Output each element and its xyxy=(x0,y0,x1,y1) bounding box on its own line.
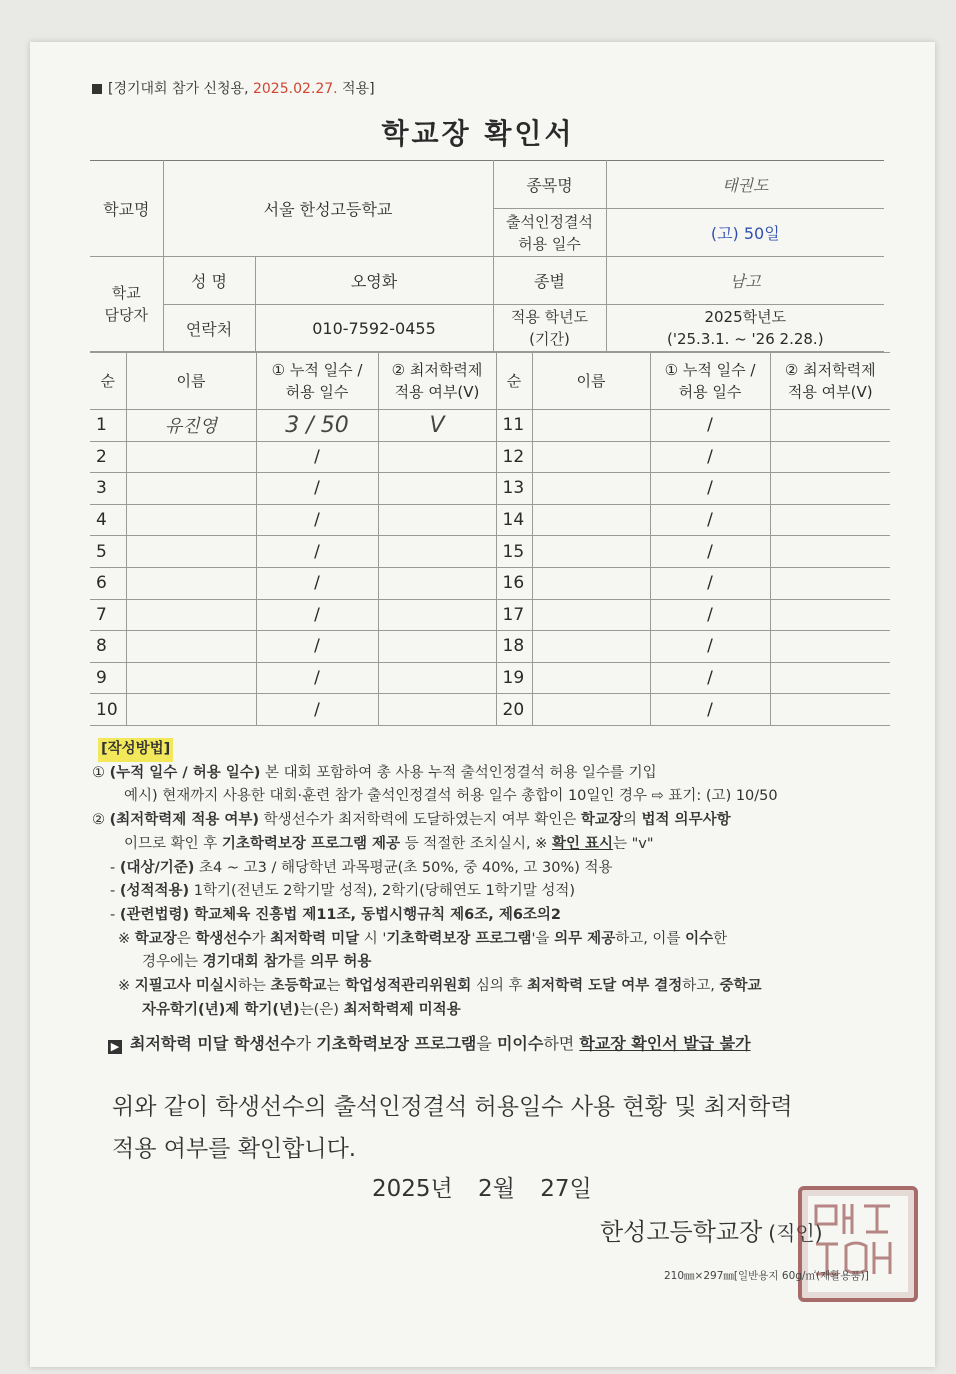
arrow-right-icon: ▶ xyxy=(108,1040,122,1054)
applied-check xyxy=(770,567,890,599)
instruction-text: 를 xyxy=(291,954,311,971)
instruction-text: 는 xyxy=(326,978,346,995)
warning-emph: 최저학력 미달 학생선수 xyxy=(130,1034,296,1054)
warning-emph: 기초학력보장 프로그램 xyxy=(316,1034,477,1054)
student-name xyxy=(126,662,256,694)
issue-date: 2025년 2월 27일 xyxy=(372,1176,592,1202)
instruction-text: 하고, xyxy=(682,978,720,995)
instruction-line xyxy=(92,928,902,952)
note-mark: ※ xyxy=(118,978,135,995)
instruction-text: 본 대회 포함하여 총 사용 누적 출석인정결석 허용 일수를 기입 xyxy=(260,764,657,781)
instruction-emph: 최저학력제 미적용 xyxy=(343,1001,461,1018)
student-name xyxy=(532,441,650,473)
statement-line-2: 적용 여부를 확인합니다. xyxy=(112,1136,357,1162)
event-label: 종목명 xyxy=(493,161,606,209)
year-value-1: 2025학년도 xyxy=(704,308,787,326)
days-used: / xyxy=(650,567,770,599)
row-no: 4 xyxy=(90,504,126,536)
table-row xyxy=(90,694,890,726)
instruction-emph: 경기대회 참가 xyxy=(202,954,292,971)
student-name xyxy=(126,473,256,505)
instruction-emph: 자유학기(년)제 학기(년) xyxy=(142,1001,300,1018)
warning-line xyxy=(92,1032,902,1056)
instruction-text: 초4 ~ 고3 / 해당학년 과목평균(초 50%, 중 40%, 고 30%) 적용 xyxy=(194,859,613,876)
days-used: 3 / 50 xyxy=(256,410,378,442)
staff-label xyxy=(90,257,163,352)
phone-label: 연락처 xyxy=(163,305,255,352)
warning-text: 가 xyxy=(295,1034,317,1054)
instruction-emph: 의무 허용 xyxy=(310,954,372,971)
instruction-emph: 기초학력보장 프로그램 xyxy=(386,930,532,947)
table-row xyxy=(90,410,890,442)
form-note xyxy=(92,78,375,98)
student-name xyxy=(126,536,256,568)
instruction-text: 의 xyxy=(622,812,642,829)
instruction-line xyxy=(92,880,902,904)
gender-label: 종별 xyxy=(493,257,606,305)
event-value: 태권도 xyxy=(606,161,884,209)
allowed-days-label-2: 허용 일수 xyxy=(518,234,581,253)
instruction-term: (최저학력제 적용 여부) xyxy=(109,812,260,829)
instruction-emph: 확인 표시 xyxy=(551,835,614,852)
signature-line xyxy=(600,1212,823,1247)
row-no: 20 xyxy=(496,694,532,726)
applied-check: V xyxy=(378,410,496,442)
table-row xyxy=(90,631,890,663)
applied-check xyxy=(770,504,890,536)
staff-label-2: 담당자 xyxy=(104,306,148,324)
instruction-text: 경우에는 xyxy=(142,954,203,971)
instruction-term: (성적적용) xyxy=(119,883,190,900)
header-days-right-1: ① 누적 일수 / xyxy=(664,361,756,379)
table-row xyxy=(90,599,890,631)
note-date: 2025.02.27. xyxy=(252,81,338,97)
staff-label-1: 학교 xyxy=(111,284,141,302)
applied-check xyxy=(378,504,496,536)
header-applied-left-1: ② 최저학력제 xyxy=(391,361,483,379)
applied-check xyxy=(378,536,496,568)
instruction-line xyxy=(92,999,902,1023)
student-name xyxy=(126,694,256,726)
row-no: 11 xyxy=(496,410,532,442)
note-mark: ※ xyxy=(118,930,135,947)
applied-check xyxy=(378,662,496,694)
student-name xyxy=(126,504,256,536)
days-used: / xyxy=(256,694,378,726)
days-used: / xyxy=(256,473,378,505)
applied-check xyxy=(770,662,890,694)
header-applied-right xyxy=(770,353,890,410)
seal-label: (직인) xyxy=(768,1221,823,1245)
instruction-emph: 학생선수 xyxy=(195,930,252,947)
warning-emph: 학교장 확인서 발급 불가 xyxy=(579,1034,751,1054)
row-no: 18 xyxy=(496,631,532,663)
note-prefix: [경기대회 참가 신청용, xyxy=(108,81,249,97)
instructions-title: [작성방법] xyxy=(98,738,173,762)
instruction-emph: 이수 xyxy=(685,930,714,947)
instruction-emph: 의무 제공 xyxy=(554,930,616,947)
instruction-emph: 학교장 xyxy=(580,812,623,829)
table-row xyxy=(90,504,890,536)
row-no: 3 xyxy=(90,473,126,505)
applied-check xyxy=(770,441,890,473)
phone-value: 010-7592-0455 xyxy=(255,305,493,352)
applied-check xyxy=(378,631,496,663)
applied-check xyxy=(770,631,890,663)
instruction-emph: 중학교 xyxy=(719,978,762,995)
paper-spec-note: 210㎜×297㎜[일반용지 60g/㎡(재활용품)] xyxy=(664,1270,869,1282)
applied-check xyxy=(378,567,496,599)
instruction-text: 는(은) xyxy=(299,1001,344,1018)
instruction-text: 는 "v" xyxy=(613,835,654,852)
instruction-example: 예시) 현재까지 사용한 대회·훈련 참가 출석인정결석 허용 일수 총합이 10일인 경우 ⇨ 표기: (고) 10/50 xyxy=(124,788,778,805)
student-name xyxy=(126,631,256,663)
days-used: / xyxy=(256,662,378,694)
days-used: / xyxy=(650,410,770,442)
instruction-line xyxy=(92,762,902,786)
official-seal xyxy=(798,1186,918,1302)
instruction-term: (대상/기준) xyxy=(119,859,195,876)
gender-value: 남고 xyxy=(606,257,884,305)
student-name xyxy=(532,599,650,631)
roster-table xyxy=(90,352,890,726)
table-row xyxy=(90,536,890,568)
days-used: / xyxy=(256,536,378,568)
student-name xyxy=(126,567,256,599)
allowed-days-label-1: 출석인정결석 xyxy=(506,212,593,231)
row-no: 5 xyxy=(90,536,126,568)
row-no: 17 xyxy=(496,599,532,631)
days-used: / xyxy=(650,599,770,631)
instruction-text: 한 xyxy=(713,930,728,947)
school-label: 학교명 xyxy=(90,161,163,257)
warning-text: 하면 xyxy=(543,1034,580,1054)
days-used: / xyxy=(256,504,378,536)
applied-check xyxy=(770,410,890,442)
year-value xyxy=(606,305,884,352)
applied-check xyxy=(770,694,890,726)
header-days-left-1: ① 누적 일수 / xyxy=(271,361,363,379)
instruction-line xyxy=(92,951,902,975)
year-label xyxy=(493,305,606,352)
instruction-text: 1학기(전년도 2학기말 성적), 2학기(당해연도 1학기말 성적) xyxy=(189,883,576,900)
instruction-text: 은 xyxy=(176,930,196,947)
days-used: / xyxy=(650,694,770,726)
days-used: / xyxy=(650,504,770,536)
row-no: 13 xyxy=(496,473,532,505)
days-used: / xyxy=(650,631,770,663)
signer-title: 한성고등학교장 xyxy=(600,1218,763,1246)
applied-check xyxy=(770,536,890,568)
info-table xyxy=(90,160,884,352)
year-value-2: ('25.3.1. ~ '26 2.28.) xyxy=(666,330,824,348)
instruction-text: 학생선수가 최저학력에 도달하였는지 여부 확인은 xyxy=(259,812,581,829)
name-label: 성 명 xyxy=(163,257,255,305)
confirmation-statement xyxy=(112,1086,892,1170)
header-applied-left-2: 적용 여부(V) xyxy=(394,383,480,401)
warning-text: 을 xyxy=(476,1034,497,1054)
student-name xyxy=(532,631,650,663)
header-no-left: 순 xyxy=(90,353,126,410)
warning-emph: 미이수 xyxy=(496,1034,544,1054)
days-used: / xyxy=(650,473,770,505)
header-applied-left xyxy=(378,353,496,410)
header-days-left xyxy=(256,353,378,410)
statement-line-1: 위와 같이 학생선수의 출석인정결석 허용일수 사용 현황 및 최저학력 xyxy=(112,1094,793,1120)
table-row xyxy=(90,441,890,473)
document-title: 학교장 확인서 xyxy=(381,117,575,150)
instruction-text: 등 적절한 조치실시, ※ xyxy=(400,835,552,852)
row-no: 8 xyxy=(90,631,126,663)
instruction-text: 가 xyxy=(251,930,271,947)
instruction-emph: 학교장 xyxy=(134,930,177,947)
applied-check xyxy=(770,473,890,505)
instruction-text: 시 ' xyxy=(359,930,387,947)
instruction-emph: 기초학력보장 프로그램 제공 xyxy=(221,835,401,852)
instruction-emph: 학업성적관리위원회 xyxy=(345,978,472,995)
student-name xyxy=(532,473,650,505)
circled-one: ① xyxy=(92,764,110,781)
dash: - xyxy=(110,883,120,900)
row-no: 7 xyxy=(90,599,126,631)
days-used: / xyxy=(650,536,770,568)
student-name xyxy=(532,694,650,726)
student-name xyxy=(532,410,650,442)
instruction-text: 이므로 확인 후 xyxy=(124,835,222,852)
dash: - xyxy=(110,906,120,923)
dash: - xyxy=(110,859,120,876)
row-no: 1 xyxy=(90,410,126,442)
days-used: / xyxy=(256,631,378,663)
year-label-2: (기간) xyxy=(529,330,570,348)
applied-check xyxy=(378,694,496,726)
table-row xyxy=(90,567,890,599)
row-no: 12 xyxy=(496,441,532,473)
applied-check xyxy=(378,599,496,631)
note-suffix: 적용] xyxy=(342,81,375,97)
days-used: / xyxy=(650,441,770,473)
header-applied-right-2: 적용 여부(V) xyxy=(787,383,873,401)
instruction-term: (관련법령) 학교체육 진흥법 제11조, 동법시행규칙 제6조, 제6조의2 xyxy=(119,906,562,923)
row-no: 14 xyxy=(496,504,532,536)
student-name xyxy=(532,504,650,536)
table-row xyxy=(90,473,890,505)
row-no: 2 xyxy=(90,441,126,473)
days-used: / xyxy=(256,441,378,473)
instruction-text: '을 xyxy=(531,930,555,947)
instruction-line xyxy=(92,857,902,881)
table-row xyxy=(90,662,890,694)
instruction-emph: 초등학교 xyxy=(270,978,327,995)
student-name xyxy=(126,441,256,473)
header-name-right: 이름 xyxy=(532,353,650,410)
instruction-line xyxy=(92,904,902,928)
circled-two: ② xyxy=(92,812,110,829)
row-no: 15 xyxy=(496,536,532,568)
student-name xyxy=(532,662,650,694)
header-days-left-2: 허용 일수 xyxy=(285,383,349,401)
allowed-days-value: (고) 50일 xyxy=(606,209,884,257)
applied-check xyxy=(770,599,890,631)
allowed-days-label xyxy=(493,209,606,257)
days-used: / xyxy=(256,599,378,631)
instruction-line xyxy=(92,809,902,833)
instruction-text: 하는 xyxy=(237,978,271,995)
instruction-line xyxy=(92,833,902,857)
school-value: 서울 한성고등학교 xyxy=(163,161,493,257)
student-name xyxy=(532,567,650,599)
row-no: 6 xyxy=(90,567,126,599)
applied-check xyxy=(378,473,496,505)
days-used: / xyxy=(650,662,770,694)
instruction-emph: 법적 의무사항 xyxy=(641,812,731,829)
row-no: 16 xyxy=(496,567,532,599)
instruction-text: 심의 후 xyxy=(471,978,528,995)
instruction-line xyxy=(92,785,902,809)
header-days-right xyxy=(650,353,770,410)
instruction-emph: 최저학력 도달 여부 결정 xyxy=(527,978,683,995)
instruction-emph: 지필고사 미실시 xyxy=(134,978,238,995)
instruction-emph: 최저학력 미달 xyxy=(270,930,360,947)
header-days-right-2: 허용 일수 xyxy=(678,383,742,401)
student-name xyxy=(126,599,256,631)
instruction-line xyxy=(92,975,902,999)
square-bullet-icon xyxy=(92,84,102,94)
header-applied-right-1: ② 최저학력제 xyxy=(784,361,876,379)
instruction-text: 하고, 이를 xyxy=(615,930,686,947)
header-name-left: 이름 xyxy=(126,353,256,410)
instruction-term: (누적 일수 / 허용 일수) xyxy=(109,764,261,781)
days-used: / xyxy=(256,567,378,599)
name-value: 오영화 xyxy=(255,257,493,305)
row-no: 19 xyxy=(496,662,532,694)
year-label-1: 적용 학년도 xyxy=(510,308,589,326)
row-no: 9 xyxy=(90,662,126,694)
header-no-right: 순 xyxy=(496,353,532,410)
instructions-section xyxy=(92,738,902,1056)
student-name xyxy=(532,536,650,568)
row-no: 10 xyxy=(90,694,126,726)
student-name: 유진영 xyxy=(126,410,256,442)
applied-check xyxy=(378,441,496,473)
